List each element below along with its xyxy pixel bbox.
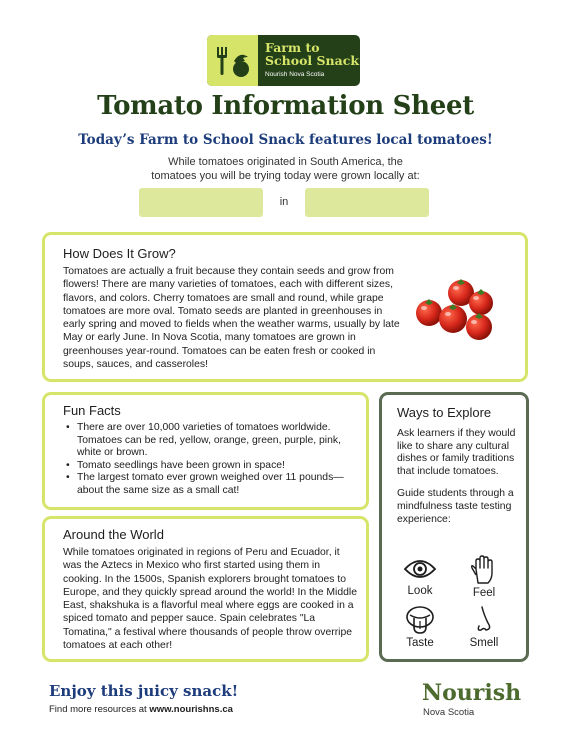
ways-to-explore-section: [379, 392, 529, 662]
resources-prefix: Find more resources at: [49, 704, 147, 715]
nose-icon: [472, 605, 496, 635]
intro-connector: in: [279, 196, 289, 208]
intro-text: [0, 155, 571, 183]
nourish-logo-subtitle: Nova Scotia: [423, 707, 475, 718]
sense-feel: [454, 555, 514, 599]
sense-taste: [390, 605, 450, 649]
fork-and-tomato-icon: [207, 35, 258, 86]
grow-heading: How Does It Grow?: [63, 246, 176, 261]
farm-to-school-logo: [207, 35, 360, 86]
page-subtitle: Today’s Farm to School Snack features local tomatoes!: [78, 132, 493, 148]
logo-subtitle: Nourish Nova Scotia: [265, 71, 325, 78]
logo-title: [265, 41, 359, 67]
farm-name-blank[interactable]: [139, 188, 263, 217]
sense-label: Look: [407, 585, 433, 597]
sense-label: Smell: [469, 637, 499, 649]
sense-label: Taste: [406, 637, 434, 649]
how-does-it-grow-section: [42, 232, 528, 382]
footer-resources: [49, 704, 233, 715]
hand-icon: [470, 555, 498, 585]
fact-item: • Tomato seedlings have been grown in space!: [63, 460, 358, 473]
sense-smell: [454, 605, 514, 649]
logo-title-line1: Farm to: [265, 40, 320, 55]
footer-title: Enjoy this juicy snack!: [49, 682, 239, 700]
cherry-tomatoes-image: [413, 275, 503, 350]
fact-item: • The largest tomato ever grown weighed over 11 pounds—about the same size as a small cat!: [63, 472, 358, 497]
page-title: Tomato Information Sheet: [97, 91, 474, 121]
facts-heading: Fun Facts: [63, 403, 121, 418]
resources-link[interactable]: www.nourishns.ca: [149, 704, 233, 715]
facts-list: [63, 422, 358, 498]
world-body: While tomatoes originated in regions of Peru and Ecuador, it was the Aztecs in Mexico who first started using them in cooking. In the 1500s, Spanish explorers brought tomatoes to Europe, and they quickly spread around the world! In the Middle East, shakshuka is a flavorful meal where eggs are cooked in a spiced tomato and pepper sauce. Spain celebrates "La Tomatina," a festival where thousands of people throw overripe tomatoes at each other!: [63, 547, 358, 652]
intro-line2: tomatoes you will be trying today were grown locally at:: [151, 170, 420, 182]
fun-facts-section: [42, 392, 369, 510]
ways-heading: Ways to Explore: [397, 405, 492, 420]
logo-title-line2: School Snack: [265, 53, 359, 68]
intro-line1: While tomatoes originated in South America, the: [168, 156, 403, 168]
around-the-world-section: [42, 516, 369, 662]
eye-icon: [403, 555, 437, 583]
sense-label: Feel: [472, 587, 496, 599]
ways-para1: Ask learners if they would like to share any cultural dishes or family traditions that include tomatoes.: [397, 428, 516, 477]
location-blank[interactable]: [305, 188, 429, 217]
ways-para2: Guide students through a mindfulness taste testing experience:: [397, 488, 514, 525]
world-heading: Around the World: [63, 527, 164, 542]
sense-look: [390, 555, 450, 597]
grow-body: Tomatoes are actually a fruit because they contain seeds and grow from flowers! There are many varieties of tomatoes, each with different sizes, flavors, and colors. Cherry tomatoes are small and round, while grape tomatoes are more oval. Tomato seeds are planted in greenhouses in early spring and moved to fields when the weather warms, usually by late May or early June. In Nova Scotia, many tomatoes are grown in greenhouses year-round. Tomatoes can be eaten fresh or cooked in soups, sauces, and casseroles!: [63, 266, 400, 371]
fact-item: • There are over 10,000 varieties of tomatoes worldwide. Tomatoes can be red, yellow, orange, green, purple, pink, white or brown.: [63, 422, 358, 460]
tongue-icon: [405, 605, 435, 635]
nourish-logo: Nourish: [422, 680, 522, 706]
